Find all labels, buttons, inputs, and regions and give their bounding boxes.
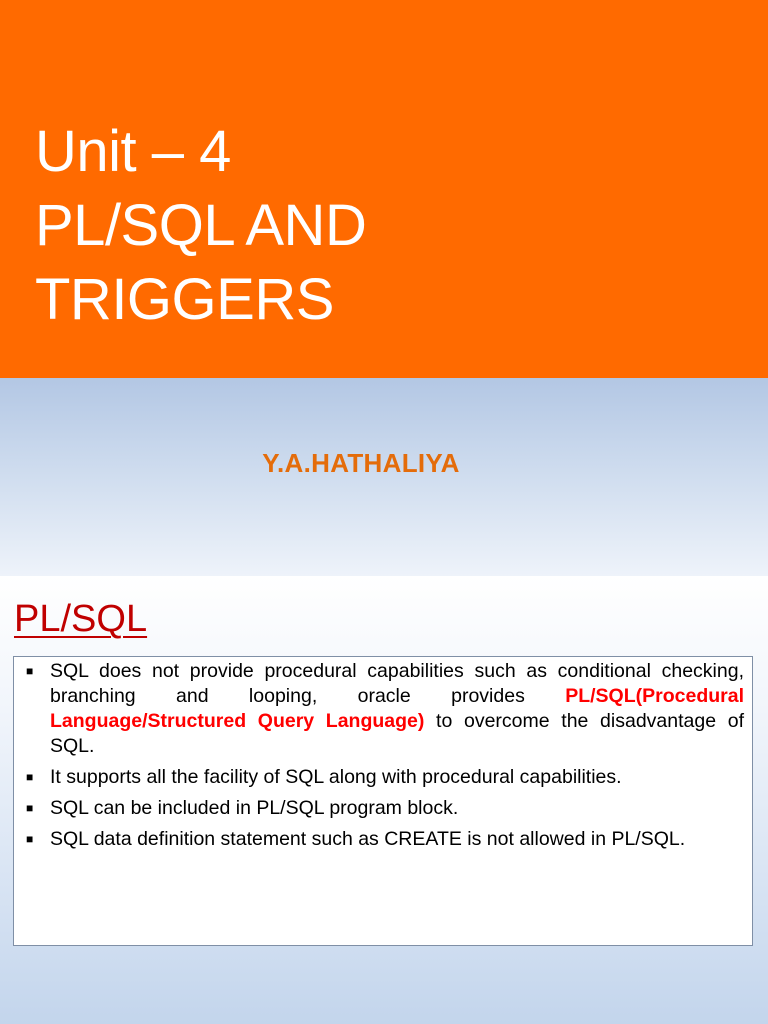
square-bullet-icon: ■ <box>26 801 34 815</box>
content-slide <box>0 576 768 1024</box>
slide-title <box>35 115 735 337</box>
slide-heading: PL/SQL <box>14 598 148 640</box>
bullet-item-3 <box>24 796 744 821</box>
author-name: Y.A.HATHALIYA <box>262 448 460 478</box>
bullet-1-text: SQL does not provide procedural capabilities such as conditional checking, branching and looping, oracle provides <box>50 660 744 707</box>
content-box <box>13 656 753 946</box>
bullet-item-2 <box>24 765 744 790</box>
bullet-4-text: SQL data definition statement such as CREATE is not allowed in PL/SQL. <box>50 828 686 850</box>
bullet-3-text: SQL can be included in PL/SQL program block. <box>50 797 459 819</box>
title-line-3: TRIGGERS <box>35 267 334 332</box>
bullet-1-highlight: PL/SQL(Procedural Language/Structured Query Language) <box>50 685 744 732</box>
bullet-2-text: It supports all the facility of SQL along with procedural capabilities. <box>50 766 622 788</box>
square-bullet-icon: ■ <box>26 832 34 846</box>
bullet-list <box>14 657 752 852</box>
bullet-item-4 <box>24 827 744 852</box>
square-bullet-icon: ■ <box>26 770 34 784</box>
title-band <box>0 0 768 378</box>
title-line-1: Unit – 4 <box>35 119 231 184</box>
square-bullet-icon: ■ <box>26 664 34 678</box>
title-line-2: PL/SQL AND <box>35 193 367 258</box>
bullet-1-text-end: to overcome the disadvantage of SQL. <box>50 710 744 757</box>
bullet-item-1 <box>24 659 744 759</box>
